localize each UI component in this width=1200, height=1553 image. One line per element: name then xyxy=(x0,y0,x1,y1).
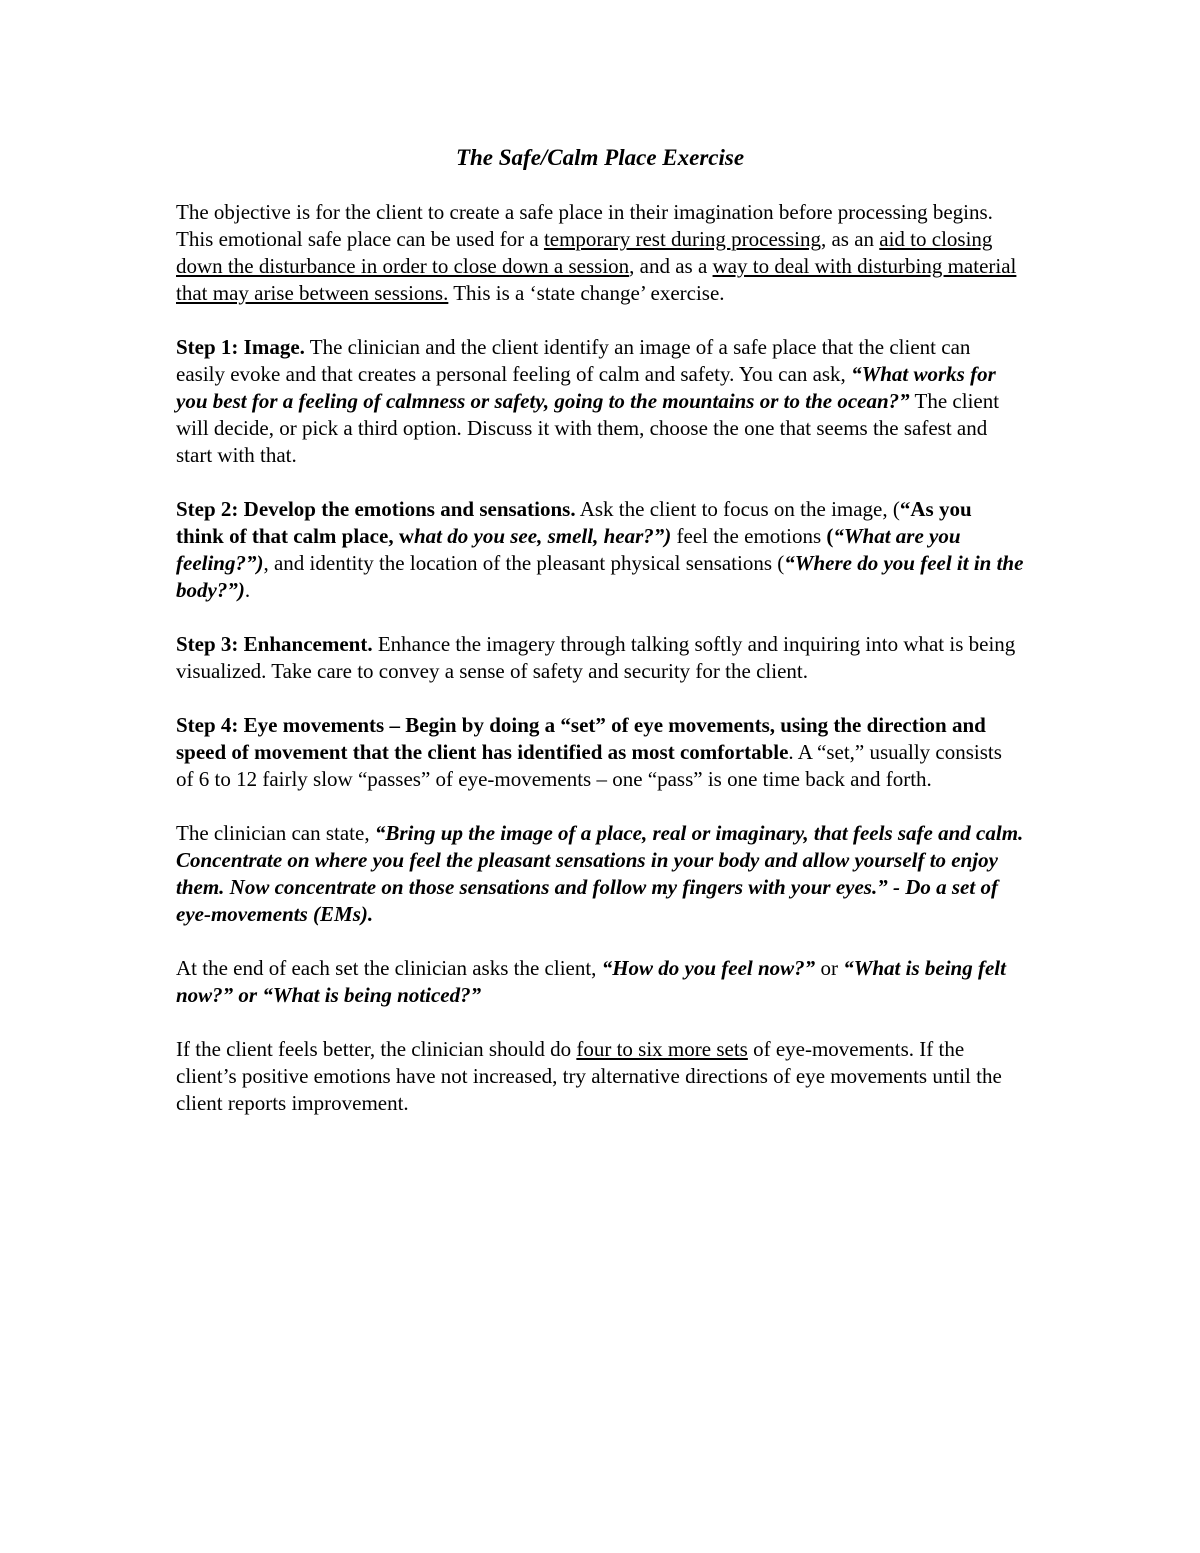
step2-quote: hat do you see, smell, hear?”) xyxy=(414,524,672,548)
closing-text: If the client feels better, the clinician should do xyxy=(176,1037,577,1061)
intro-paragraph xyxy=(176,199,1024,307)
intro-underlined-rest: temporary rest during processing xyxy=(543,227,821,251)
clinician-state-text: The clinician can state, xyxy=(176,821,375,845)
clinician-state-quote: “Bring up the image of a place, real or imaginary, that feels safe and calm. Concentrate on where you feel the pleasant sensations in your body and allow yourself to enjoy them. Now concentrate on those sensations and follow my fingers with your eyes.” - Do a set of eye-movements (EMs). xyxy=(176,821,1024,926)
document-title: The Safe/Calm Place Exercise xyxy=(455,145,745,170)
intro-underlined-closing: aid to closing down the disturbance in order to close down a session xyxy=(176,227,993,278)
step2-text: . xyxy=(244,578,251,602)
step1-text: The clinician and the client identify an image of a safe place that the client can easily evoke and that creates a personal feeling of calm and safety. You can ask, xyxy=(176,335,971,386)
intro-text: This is a ‘state change’ exercise. xyxy=(448,281,725,305)
intro-underlined-material: way to deal with disturbing material that may arise between sessions. xyxy=(176,254,1017,305)
end-of-set-text: or xyxy=(815,956,844,980)
intro-text: , and as a xyxy=(629,254,713,278)
step4-label: Step 4: Eye movements – Begin by doing a “set” of eye movements, using the direction and speed of movement that the client has identified as most comfortable xyxy=(176,713,986,764)
step2-bold: ( xyxy=(826,524,834,548)
step1-paragraph xyxy=(176,334,1024,469)
step2-text: feel the emotions xyxy=(671,524,827,548)
step1-quote: “What works for you best for a feeling of calmness or safety, going to the mountains or to the ocean?” xyxy=(176,362,996,413)
step2-text: Ask the client to focus on the image, ( xyxy=(575,497,900,521)
step4-text: . A “set,” usually consists of 6 to 12 fairly slow “passes” of eye-movements – one “pass” is one time back and forth. xyxy=(176,740,1002,791)
step4-paragraph xyxy=(176,712,1024,793)
clinician-state-paragraph xyxy=(176,820,1024,928)
end-of-set-quote: “How do you feel now?” xyxy=(601,956,816,980)
step2-text: , and identity the location of the pleasant physical sensations ( xyxy=(263,551,785,575)
step1-label: Step 1: Image. xyxy=(176,335,305,359)
closing-underlined: four to six more sets xyxy=(576,1037,748,1061)
step3-paragraph xyxy=(176,631,1024,685)
end-of-set-paragraph xyxy=(176,955,1024,1009)
end-of-set-text: At the end of each set the clinician asks the client, xyxy=(176,956,602,980)
closing-text: of eye-movements. If the client’s positive emotions have not increased, try alternative directions of eye movements until the client reports improvement. xyxy=(176,1037,1002,1115)
step2-paragraph xyxy=(176,496,1024,604)
step3-label: Step 3: Enhancement. xyxy=(176,632,373,656)
step1-text: The client will decide, or pick a third option. Discuss it with them, choose the one that seems the safest and start with that. xyxy=(176,389,1000,467)
end-of-set-quote: “What is being felt now?” or “What is being noticed?” xyxy=(176,956,1006,1007)
closing-paragraph xyxy=(176,1036,1024,1117)
step2-label: Step 2: Develop the emotions and sensations. xyxy=(176,497,576,521)
step3-text: Enhance the imagery through talking softly and inquiring into what is being visualized. Take care to convey a sense of safety and security for the client. xyxy=(176,632,1016,683)
step2-bold: “As you think of that calm place, w xyxy=(176,497,972,548)
intro-text: , as an xyxy=(820,227,880,251)
step2-quote: “Where do you feel it in the body?”) xyxy=(176,551,1024,602)
intro-text: The objective is for the client to create a safe place in their imagination before processing begins. This emotional safe place can be used for a xyxy=(176,200,993,251)
document-page xyxy=(176,140,1024,1144)
step2-quote: “What are you feeling?”) xyxy=(176,524,961,575)
